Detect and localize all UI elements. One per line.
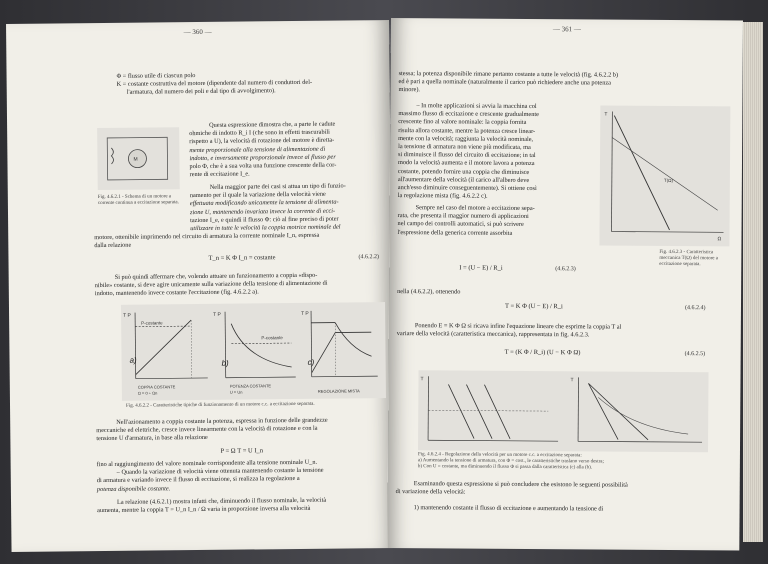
panel-a-marker: a) xyxy=(129,355,137,365)
text-line: meccaniche ed elettriche, cresce invece linearmente con la velocità di rotazione e con la xyxy=(96,424,318,435)
right-page-number: — 361 — xyxy=(552,25,581,34)
text-line: stessa; la potenza disponibile rimane pertanto costante a tutte le velocità (fig. 4.6.2.2 b) xyxy=(398,70,619,79)
right-paragraph-2 xyxy=(397,204,534,238)
text-line: La relazione (4.6.2.1) mostra infatti che, diminuendo il flusso nominale, la velocità xyxy=(116,496,327,506)
panel-c-plot xyxy=(301,310,378,394)
text-line: Nella maggior parte dei casi si attua un tipo di funzio- xyxy=(209,182,346,191)
text-line: ed è pari a quella nominale (naturalmente il carico può richiedere anche una potenza xyxy=(398,78,611,87)
definition-line: K = costante costruttiva del motore (dipendente dal numero di conduttori del- xyxy=(116,79,313,89)
equation-power: P = Ω T = U I_n xyxy=(220,447,264,455)
text-line: minore). xyxy=(398,86,421,94)
panel-a-regulation-plot xyxy=(420,376,558,441)
svg-text:T: T xyxy=(604,111,608,118)
equation-4-6-2-2: T_n = K Φ I_n = costante xyxy=(208,254,276,262)
panel-a-plot xyxy=(123,312,208,396)
text-line: polo Φ, che è a sua volta una funzione crescente della cor- xyxy=(189,161,337,171)
text-line: nella (4.6.2.2), ottenendo xyxy=(397,288,461,296)
panel-b-top-label: P-costante xyxy=(261,335,283,341)
text-line: modo la velocità aumenta e il motore lavora a potenza xyxy=(397,159,535,168)
panel-c-marker: c) xyxy=(307,357,315,367)
svg-text:T(Ω): T(Ω) xyxy=(663,177,674,183)
text-line: crescente fino al valore nominale: la coppia fornita xyxy=(398,118,527,127)
speed-regulation-plots xyxy=(418,370,709,452)
text-line: Questa espressione dimostra che, a parte le cadute xyxy=(209,120,336,129)
svg-text:T: T xyxy=(420,376,424,383)
text-line: rispetto a U), la velocità di rotazione del motore è diretta- xyxy=(189,136,335,146)
text-line: tensione U d'armatura, in base alla relazione xyxy=(96,434,208,443)
text-line: di armatura e variando invece il flusso di eccitazione, si realizza la regolazione a xyxy=(96,475,300,485)
svg-text:T: T xyxy=(570,377,574,384)
left-paragraph-2-tail xyxy=(94,232,319,251)
panel-b-plot xyxy=(213,311,296,395)
text-line: utilizzare in tutte le velocità la coppia motrice nominale del xyxy=(190,223,341,233)
text-line: anch'esso diminuire conseguentemente). Si ottiene così xyxy=(397,184,537,193)
text-line: dalla relazione xyxy=(94,241,132,250)
equation-number: (4.6.2.3) xyxy=(555,266,576,273)
left-paragraph-3 xyxy=(95,272,328,299)
text-line: motore, ottenibile imprimendo nel circuito di armatura la corrente nominale I_n, espressa xyxy=(94,231,320,242)
panel-a-xlabel: COPPIA COSTANTE xyxy=(137,384,176,390)
figure-4-6-2-1-caption: Fig. 4.6.2.1 - Schema di un motore a corrente continua a eccitazione separata. xyxy=(97,194,179,207)
text-line: Si può quindi affermare che, volendo attuare un funzionamento a coppia «dispo- xyxy=(114,271,318,281)
text-line: indotto, mantenendo invece costante l'eccitazione (fig. 4.6.2.2 a). xyxy=(94,288,259,298)
right-paragraph-1 xyxy=(398,102,539,201)
figure-4-6-2-3-caption: Fig. 4.6.2.3 - Caratteristica meccanica T(Ω) del motore a eccitazione separata. xyxy=(659,249,718,268)
figure-4-6-2-2 xyxy=(121,302,386,401)
equation-4-6-2-4: T = K Φ (U − E) / R_i xyxy=(504,302,563,311)
equation-number: (4.6.2.5) xyxy=(684,351,706,358)
equation-number: (4.6.2.4) xyxy=(684,305,706,312)
right-page xyxy=(387,18,743,550)
text-line: risulta allora costante, mentre la potenza cresce linear- xyxy=(398,126,536,135)
figure-4-6-2-4 xyxy=(418,370,709,452)
svg-text:T P: T P xyxy=(301,310,309,317)
equation-4-6-2-5: T = (K Φ / R_i) (U − K Φ Ω) xyxy=(504,348,581,357)
text-line: zione U, mantenendo invariata invece la corrente di ecci- xyxy=(189,207,336,216)
figure-4-6-2-2-caption: Fig. 4.6.2.2 - Caratteristiche tipiche di funzionamento di un motore c.c. a eccitazione separata. xyxy=(126,401,315,409)
text-line: all'aumentare della velocità (il carico all'albero deve xyxy=(397,175,530,184)
left-paragraph-6 xyxy=(97,497,326,516)
text-line: Nell'azionamento a coppia costante la potenza, espressa in funzione delle grandezze xyxy=(116,416,328,426)
text-line: potenza disponibile costante. xyxy=(96,484,171,493)
panel-c-sub: REGOLAZIONE MISTA xyxy=(317,388,360,394)
svg-text:M: M xyxy=(133,156,138,163)
text-line: di variazione della velocità: xyxy=(395,488,466,496)
text-line: – In molte applicazioni si avvia la macchina col xyxy=(416,102,537,111)
text-line: nibile» costante, si deve agire unicamente sulla variazione della tensione di alimentazione di xyxy=(94,279,328,290)
right-top-lines xyxy=(398,70,618,96)
left-top-definitions xyxy=(117,71,313,98)
caption-line: Fig. 4.6.2.4 - Regolazione della velocità per un motore c.c. a eccitazione separata: xyxy=(417,452,582,459)
text-line: Ponendo E = K Φ Ω si ricava infine l'equazione lineare che esprime la coppia T al xyxy=(414,322,622,331)
panel-b-sub1: POTENZA COSTANTE xyxy=(229,383,272,389)
svg-text:Ω: Ω xyxy=(717,236,722,243)
list-item: 1) mantenendo costante il flusso di eccitazione e aumentando la tensione di xyxy=(413,504,604,513)
text-line: – Quando la variazione di velocità viene ottenuta mantenendo costante la tensione xyxy=(116,466,324,477)
panel-b-sub2: U = Un xyxy=(229,389,243,395)
text-line: variare della velocità (caratteristica meccanica), rappresentata in fig. 4.6.2.3. xyxy=(396,330,590,339)
text-line: nel campo dei controlli automatici, si può scrivere xyxy=(397,220,524,229)
text-line: aumenta, mentre la coppia T = U_n I_n / Ω varia in proporzione inversa alla velocità xyxy=(97,505,311,515)
definition-line: l'armatura, dal numero dei poli e dal tipo di avvolgimento). xyxy=(126,87,276,97)
text-line: Sempre nel caso del motore a eccitazione sepa- xyxy=(415,204,535,213)
caption-line: a) Aumentando la tensione di armatura, con Φ = cost., le caratteristiche traslano verso destra; xyxy=(417,458,604,465)
left-paragraph-4 xyxy=(96,417,328,444)
text-line: la regolazione mista (fig. 4.6.2.2 c). xyxy=(397,192,488,200)
text-line: tazione I_e, e quindi il flusso Φ: ciò al fine preciso di poter xyxy=(190,215,339,224)
text-line: mente proporzionale alla tensione di alimentazione di xyxy=(189,145,326,154)
page-edges xyxy=(743,22,763,542)
text-line: massimo flusso di eccitazione e crescente gradualmente xyxy=(398,110,539,119)
left-paragraph-5 xyxy=(97,459,324,494)
figure-4-6-2-4-caption xyxy=(418,452,604,471)
left-page xyxy=(6,20,395,552)
text-line: rata, che presenta il maggior numero di applicazioni xyxy=(397,212,529,221)
panel-a-sub1: Ω = 0 ÷ Ωn xyxy=(137,390,158,396)
text-line: si diminuisce il flusso del circuito di eccitazione; in tal xyxy=(398,151,536,160)
operating-characteristics-plots xyxy=(121,302,386,401)
equation-number: (4.6.2.2) xyxy=(358,254,380,261)
left-page-number: — 360 — xyxy=(183,27,212,37)
figure-4-6-2-3 xyxy=(599,105,730,246)
text-line: effettuata modificando unicamente la tensione di alimenta- xyxy=(189,198,339,208)
text-line: indotto, e inversamente proporzionale invece al flusso per xyxy=(189,153,336,162)
text-line: namento per il quale la variazione della velocità viene xyxy=(189,190,326,200)
text-line: mente con la velocità; raggiunta la velocità nominale, xyxy=(398,134,534,143)
panel-a-top-label: P-costante xyxy=(141,320,163,326)
motor-schematic-diagram xyxy=(97,127,180,190)
text-line: ohmiche di indotto R_i I (che sono in effetti trascurabili xyxy=(189,128,330,138)
panel-b-marker: b) xyxy=(221,358,229,368)
figure-4-6-2-1 xyxy=(97,127,180,190)
panel-b-regulation-plot xyxy=(570,377,702,442)
text-line: costante, potendo fornire una coppia che diminuisce xyxy=(397,167,530,176)
mechanical-characteristic-plot xyxy=(599,105,730,246)
text-line: fino al raggiungimento del valore nominale corrispondente alla tensione nominale U_n. xyxy=(96,458,318,469)
text-line: rente di eccitazione I_e. xyxy=(189,170,250,179)
svg-text:T P: T P xyxy=(123,312,131,319)
caption-line: b) Con U = costante, ma diminuendo il flusso Φ si passa dalla caratteristica (c) alla (b). xyxy=(417,464,593,471)
text-line: la tensione di armatura non viene più modificata, ma xyxy=(398,143,531,151)
definition-line: Φ = flusso utile di ciascun polo xyxy=(116,72,196,80)
text-line: Esaminando questa espressione si può concludere che esistono le seguenti possibilità xyxy=(413,480,628,489)
right-paragraph-3 xyxy=(397,322,622,340)
left-paragraph-2 xyxy=(190,182,347,233)
right-paragraph-4 xyxy=(396,480,628,498)
equation-4-6-2-3: I = (U − E) / R_i xyxy=(459,264,503,272)
left-paragraph-1 xyxy=(189,121,336,180)
svg-text:T P: T P xyxy=(213,311,221,318)
text-line: l'espressione della generica corrente assorbita xyxy=(397,228,513,237)
